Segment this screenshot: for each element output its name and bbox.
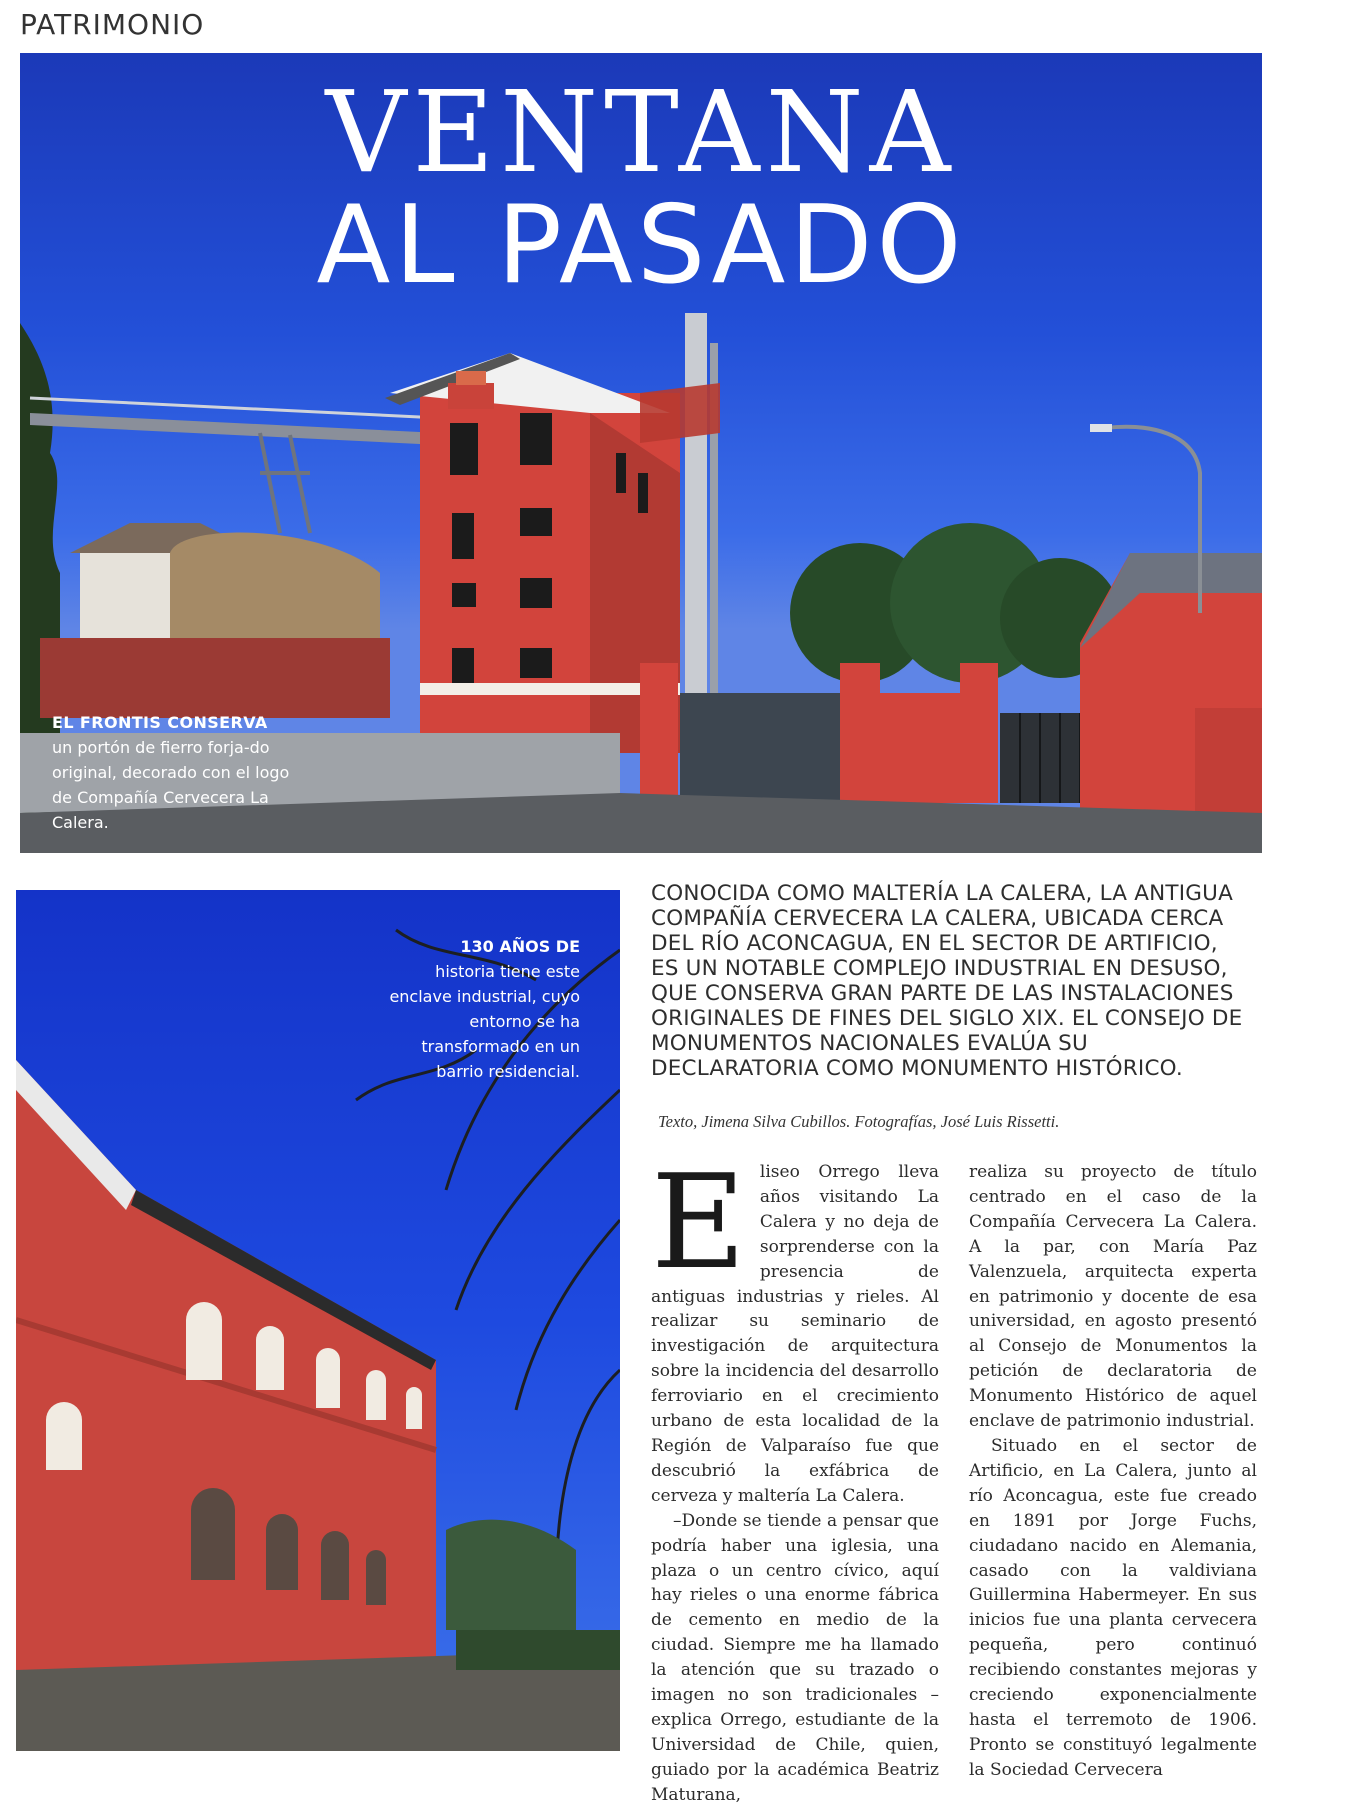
hero-photo xyxy=(20,53,1262,853)
drop-cap: E xyxy=(651,1146,746,1298)
section-label: PATRIMONIO xyxy=(20,8,205,41)
article-column-2 xyxy=(969,1160,1257,1783)
hero-caption xyxy=(52,710,292,835)
headline-line-1: VENTANA xyxy=(325,68,957,198)
headline-line-2: AL PASADO xyxy=(316,183,966,308)
article-deck: CONOCIDA COMO MALTERÍA LA CALERA, LA ANTIGUA COMPAÑÍA CERVECERA LA CALERA, UBICADA CERCA DEL RÍO ACONCAGUA, EN EL SECTOR DE ARTIFICIO, ES UN NOTABLE COMPLEJO INDUSTRIAL EN DESUSO, QUE CONSERVA GRAN PARTE DE LAS INSTALACIONES ORIGINALES DE FINES DEL SIGLO XIX. EL CONSEJO DE MONUMENTOS NACIONALES EVALÚA SU DECLARATORIA COMO MONUMENTO HISTÓRICO. xyxy=(651,881,1243,1081)
body-paragraph-4: Situado en el sector de Artificio, en La Calera, junto al río Aconcagua, este fue creado en 1891 por Jorge Fuchs, ciudadano nacido en Alemania, casado con la valdiviana Guillermina Habermeyer. En sus inicios fue una planta cervecera pequeña, pero continuó recibiendo constantes mejoras y creciendo exponencialmente hasta el terremoto de 1906. Pronto se constituyó legalmente la Sociedad Cervecera xyxy=(969,1435,1257,1780)
article-column-1 xyxy=(651,1146,939,1808)
body-paragraph-3: realiza su proyecto de título centrado en el caso de la Compañía Cervecera La Calera. A la par, con María Paz Valenzuela, arquitecta experta en patrimonio y docente de esa universidad, en agosto presentó al Consejo de Monumentos la petición de declaratoria de Monumento Histórico de aquel enclave de patrimonio industrial. xyxy=(969,1162,1257,1432)
secondary-photo xyxy=(16,890,620,1751)
secondary-caption xyxy=(380,934,580,1084)
body-paragraph-1 xyxy=(651,1146,939,1509)
secondary-caption-lead: 130 AÑOS DE xyxy=(460,937,580,956)
body-paragraph-1-text: liseo Orrego lleva años visitando La Calera y no deja de sorprenderse con la presencia de antiguas industrias y rieles. Al realizar su seminario de investigación de arquitectura sobre la incidencia del desarrollo ferroviario en el crecimiento urbano de esta localidad de la Región de Valparaíso fue que descubrió la exfábrica de cerveza y maltería La Calera. xyxy=(651,1162,939,1506)
secondary-caption-text: historia tiene este enclave industrial, cuyo entorno se ha transformado en un barrio residencial. xyxy=(389,962,580,1081)
article-credits: Texto, Jimena Silva Cubillos. Fotografías, José Luis Rissetti. xyxy=(658,1112,1060,1131)
hero-caption-lead: EL FRONTIS CONSERVA xyxy=(52,713,268,732)
hero-caption-text: un portón de fierro forja-do original, decorado con el logo de Compañía Cervecera La Calera. xyxy=(52,738,290,832)
body-paragraph-2: –Donde se tiende a pensar que podría haber una iglesia, una plaza o un centro cívico, aquí hay rieles o una enorme fábrica de cemento en medio de la ciudad. Siempre me ha llamado la atención que su trazado o imagen no son tradicionales –explica Orrego, estudiante de la Universidad de Chile, quien, guiado por la académica Beatriz Maturana, xyxy=(651,1510,939,1805)
